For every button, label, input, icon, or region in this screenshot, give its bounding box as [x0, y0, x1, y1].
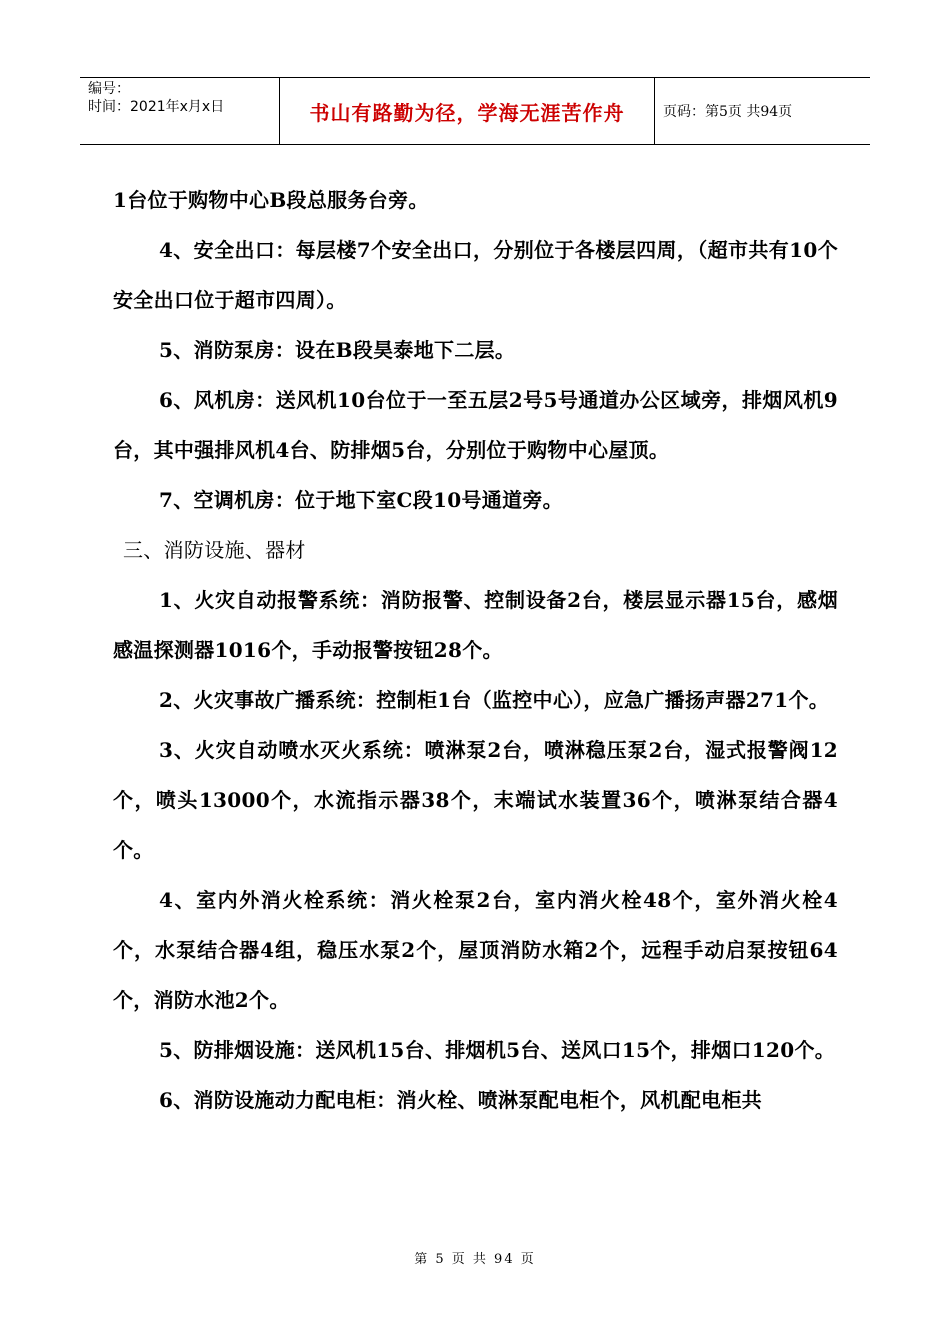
- paragraph-safety-exits: 4、安全出口：每层楼7个安全出口，分别位于各楼层四周，（超市共有10个安全出口位于超市四周）。: [113, 238, 838, 312]
- page-footer: 第 5 页 共 94 页: [414, 1252, 536, 1267]
- document-number-label: 编号：: [88, 81, 130, 97]
- paragraph-broadcast: 2、火灾事故广播系统：控制柜1台（监控中心），应急广播扬声器271个。: [159, 688, 830, 712]
- paragraph-pump-room: 5、消防泵房：设在B段昊泰地下二层。: [159, 338, 516, 362]
- paragraph-hydrant: 4、室内外消火栓系统：消火栓泵2台，室内消火栓48个，室外消火栓4个，水泵结合器4组，稳压水泵2个，屋顶消防水箱2个，远程手动启泵按钮64个，消防水池2个。: [113, 888, 838, 1012]
- paragraph-fan-room: 6、风机房：送风机10台位于一至五层2号5号通道办公区域旁，排烟风机9台，其中强排风机4台、防排烟5台，分别位于购物中心屋顶。: [113, 388, 838, 462]
- paragraph-sprinkler: 3、火灾自动喷水灭火系统：喷淋泵2台，喷淋稳压泵2台，湿式报警阀12个，喷头13000个，水流指示器38个，末端试水装置36个，喷淋泵结合器4个。: [113, 738, 838, 862]
- header-page-info: 页码：第5页 共94页: [663, 104, 793, 120]
- header-meta: [80, 78, 280, 144]
- page-header: [80, 77, 870, 145]
- section-heading: 三、消防设施、器材: [123, 538, 306, 562]
- header-motto: 书山有路勤为径，学海无涯苦作舟: [280, 78, 655, 144]
- paragraph-ac-room: 7、空调机房：位于地下室C段10号通道旁。: [159, 488, 563, 512]
- document-time-label: 时间：2021年x月x日: [88, 99, 225, 115]
- paragraph-power-cabinet: 6、消防设施动力配电柜：消火栓、喷淋泵配电柜个，风机配电柜共: [159, 1088, 762, 1112]
- paragraph-fire-alarm: 1、火灾自动报警系统：消防报警、控制设备2台，楼层显示器15台，感烟感温探测器1016个，手动报警按钮28个。: [113, 588, 838, 662]
- document-body: [113, 175, 838, 1125]
- paragraph-continuation: 1台位于购物中心B段总服务台旁。: [113, 188, 429, 212]
- paragraph-smoke-control: 5、防排烟设施：送风机15台、排烟机5台、送风口15个，排烟口120个。: [159, 1038, 836, 1062]
